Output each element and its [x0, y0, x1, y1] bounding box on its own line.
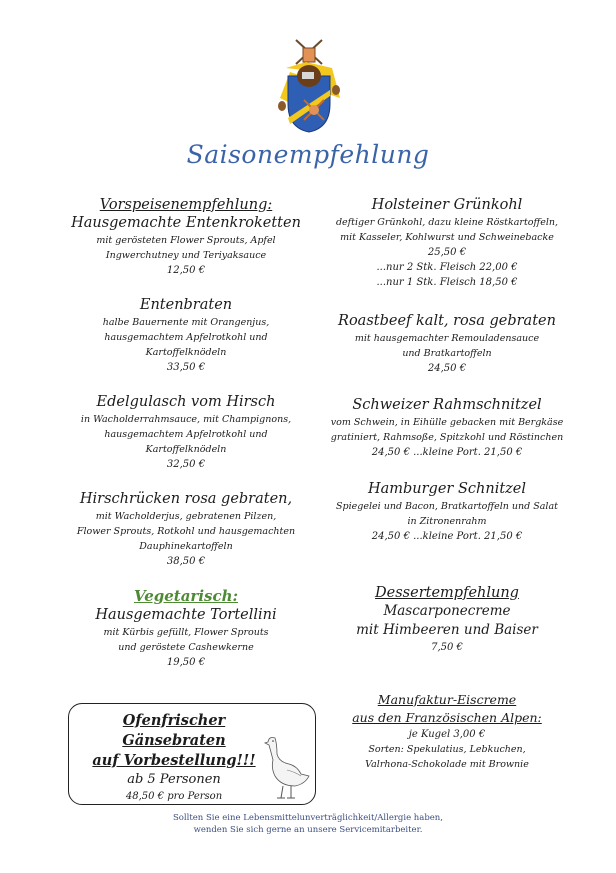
icecream-heading: aus den Französischen Alpen: — [352, 710, 542, 725]
dish-desc: Spiegelei und Bacon, Bratkartoffeln und Salat — [336, 501, 558, 512]
left-column — [58, 196, 314, 670]
right-column — [316, 196, 578, 772]
goose-price: 48,50 € pro Person — [125, 791, 223, 802]
dish-hirschruecken — [58, 490, 314, 569]
dish-name: Hamburger Schnitzel — [367, 481, 527, 497]
dish-desc: vom Schwein, in Eihülle gebacken mit Bergkäse — [330, 417, 564, 428]
icecream-block — [316, 691, 578, 772]
dish-desc: mit Kasseler, Kohlwurst und Schweinebacke — [340, 232, 554, 243]
icecream-heading: Manufaktur-Eiscreme — [377, 692, 517, 707]
page-title: Saisonempfehlung — [186, 140, 430, 169]
icecream-price: je Kugel 3,00 € — [408, 729, 486, 740]
dish-desc: hausgemachtem Apfelrotkohl und — [104, 429, 268, 440]
dish-name: Hausgemachte Entenkroketten — [71, 215, 301, 231]
dish-price: 24,50 € ...kleine Port. 21,50 € — [371, 531, 523, 542]
dish-desc: Kartoffelknödeln — [145, 347, 227, 358]
dish-desc: in Wacholderrahmsauce, mit Champignons, — [80, 414, 292, 425]
dish-tortellini — [58, 606, 314, 670]
dish-desc: Dauphinekartoffeln — [139, 541, 233, 552]
dish-price: 12,50 € — [166, 265, 206, 276]
dish-name: Roastbeef kalt, rosa gebraten — [338, 313, 556, 329]
goose-heading-line2: auf Vorbestellung!!! — [92, 752, 256, 769]
dish-price: 24,50 € — [427, 363, 467, 374]
dish-name: Schweizer Rahmschnitzel — [352, 397, 542, 413]
dish-desc: und geröstete Cashewkerne — [118, 642, 254, 653]
icecream-desc: Sorten: Spekulatius, Lebkuchen, — [368, 744, 526, 755]
icecream-desc: Valrhona-Schokolade mit Brownie — [365, 759, 529, 770]
dish-rahmschnitzel — [316, 396, 578, 460]
goose-icon — [261, 734, 311, 802]
allergy-note-line: Sollten Sie eine Lebensmittelunverträglichkeit/Allergie haben, — [172, 813, 443, 823]
coat-of-arms-icon — [276, 38, 342, 134]
dessert-name: Mascarponecreme — [383, 603, 511, 619]
dish-name: Entenbraten — [139, 297, 233, 313]
starter-heading: Vorspeisenempfehlung: — [99, 197, 273, 213]
goose-heading-line1: Ofenfrischer Gänsebraten — [122, 712, 226, 749]
dish-desc: mit Wacholderjus, gebratenen Pilzen, — [95, 511, 277, 522]
dish-name: Hirschrücken rosa gebraten, — [79, 491, 293, 507]
dish-price: 24,50 € ...kleine Port. 21,50 € — [371, 447, 523, 458]
dish-desc: gratiniert, Rahmsoße, Spitzkohl und Röstinchen — [330, 432, 564, 443]
dessert-name: mit Himbeeren und Baiser — [356, 622, 538, 638]
goose-preorder-box — [68, 703, 316, 805]
goose-persons: ab 5 Personen — [127, 772, 221, 787]
dish-name: Edelgulasch vom Hirsch — [96, 394, 276, 410]
allergy-note — [0, 812, 616, 836]
dish-price: 33,50 € — [166, 362, 206, 373]
dish-desc: hausgemachtem Apfelrotkohl und — [104, 332, 268, 343]
dish-desc: deftiger Grünkohl, dazu kleine Röstkartoffeln, — [335, 217, 559, 228]
dessert-heading: Dessertempfehlung — [375, 585, 519, 601]
dish-desc: mit Kürbis gefüllt, Flower Sprouts — [103, 627, 269, 638]
dish-gruenkohl — [316, 196, 578, 290]
dish-edelgulasch — [58, 393, 314, 472]
dish-desc: mit gerösteten Flower Sprouts, Apfel — [96, 235, 276, 246]
dish-desc: Ingwerchutney und Teriyaksauce — [105, 250, 267, 261]
vegetarian-heading: Vegetarisch: — [133, 587, 239, 605]
dish-price: 25,50 € — [427, 247, 467, 258]
dish-price-option: ...nur 1 Stk. Fleisch 18,50 € — [376, 277, 518, 288]
dish-price: 32,50 € — [166, 459, 206, 470]
dish-price: 19,50 € — [166, 657, 206, 668]
dish-price-option: ...nur 2 Stk. Fleisch 22,00 € — [376, 262, 518, 273]
dish-name: Hausgemachte Tortellini — [95, 607, 277, 623]
dish-entenkroketten — [58, 214, 314, 278]
dessert-dish — [316, 602, 578, 655]
dish-roastbeef — [316, 312, 578, 376]
dish-desc: halbe Bauernente mit Orangenjus, — [102, 317, 270, 328]
dish-desc: und Bratkartoffeln — [402, 348, 492, 359]
dessert-price: 7,50 € — [431, 642, 463, 653]
dish-price: 38,50 € — [166, 556, 206, 567]
dish-hamburger-schnitzel — [316, 480, 578, 544]
dish-name: Holsteiner Grünkohl — [371, 197, 523, 213]
dish-entenbraten — [58, 296, 314, 375]
allergy-note-line: wenden Sie sich gerne an unsere Servicemitarbeiter. — [193, 825, 423, 835]
dish-desc: in Zitronenrahm — [407, 516, 487, 527]
dish-desc: Flower Sprouts, Rotkohl und hausgemachten — [76, 526, 296, 537]
dish-desc: mit hausgemachter Remouladensauce — [354, 333, 540, 344]
dish-desc: Kartoffelknödeln — [145, 444, 227, 455]
